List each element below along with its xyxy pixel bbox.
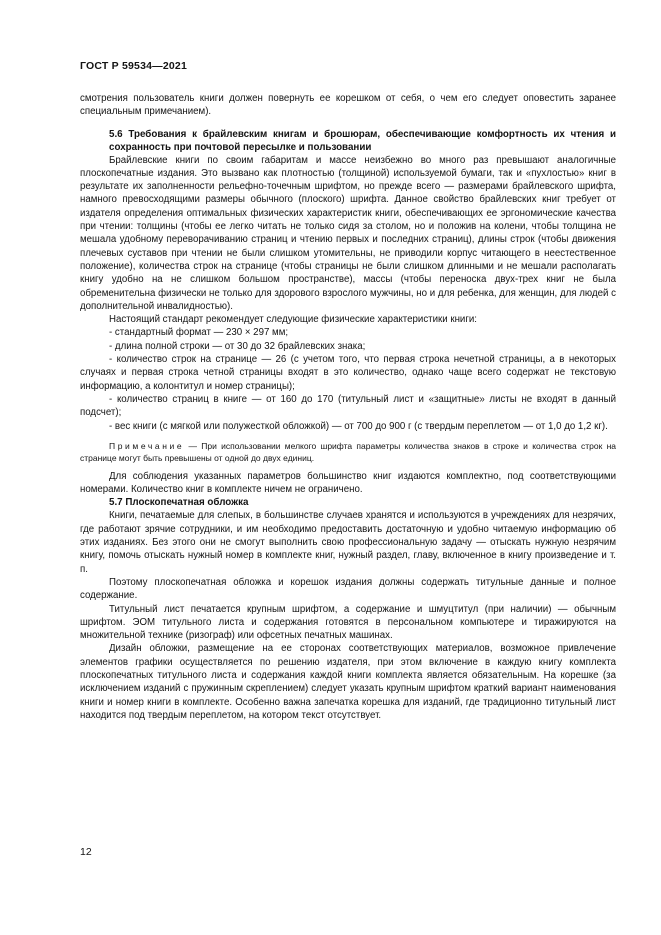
section-heading-5-7: 5.7 Плоскопечатная обложка — [109, 497, 249, 509]
page-number: 12 — [80, 846, 92, 858]
note-label: Примечание — [109, 440, 185, 451]
paragraph: Брайлевские книги по своим габаритам и массе неизбежно во много раз превышают аналогичные плоскопечатные издания. Это вызвано как плотностью (толщиной) используемой бумаги, так и «пухлостью» книг в результате их заполненности рельефно-точечным шрифтом, но прежде всего — размерами брайлевского шрифта, намного превосходящими размеры обычного (плоского) шрифта. Данное свойство брайлевских книг требует от издателя определения оптимальных физических характеристик книги, обеспечивающих ее эргономические качества при чтении: толщины (чтобы ее легко читать не только сидя за столом, но и положив на колени, чтобы толщина не мешала удобному переворачиванию страниц и чтению первых и последних страниц), длины строк (чтобы движения плечевых суставов при чтении не были слишком утомительны, не приводили корпус читающего в неестественное положение), количества строк на странице (чтобы страницы не были слишком длинными и не мешали располагать книгу удобно на не слишком большом пространстве), массы (чтобы переноска двух-трех книг не была обременительна физически не только для здорового взрослого мужчины, но и для ребенка, для женщин, для людей с дополнительной инвалидностью). — [80, 154, 616, 312]
section-heading-5-6: 5.6 Требования к брайлевским книгам и брошюрам, обеспечивающие комфортность их чтения и сохранность при почтовой пересылке и пользовании — [109, 128, 616, 153]
paragraph: Поэтому плоскопечатная обложка и корешок издания должны содержать титульные данные и полное содержание. — [80, 576, 616, 602]
paragraph: Книги, печатаемые для слепых, в большинстве случаев хранятся и используются в учреждениях для незрячих, где работают зрячие сотрудники, и им необходимо предоставить достаточную и удобно читаемую информацию об этих изданиях. Без этого они не смогут выполнить свою профессиональную задачу — отыскать нужную незрячим книгу, помочь отыскать нужный номер в комплекте книг, нужный раздел, главу, включенное в книгу произведение и т. п. — [80, 510, 616, 575]
list-item: - стандартный формат — 230 × 297 мм; — [109, 327, 289, 339]
paragraph-continuation: смотрения пользователь книги должен повернуть ее корешком от себя, о чем его следует оповестить заранее специальным примечанием). — [80, 93, 616, 118]
paragraph: Дизайн обложки, размещение на ее сторонах соответствующих материалов, возможное привлечение элементов графики осуществляется по решению издателя, при этом включение в каждую книгу комплекта плоскопечатных титульного листа и содержания каждой книги комплекта является обязательным. На корешке (за исключением изданий с пружинным скреплением) следует указать крупным шрифтом краткий вариант наименования книги и номер книги в комплекте. Особенно важна запечатка корешка для изданий, где традиционно титульный лист находится под твердым переплетом, на котором текст отсутствует. — [80, 643, 616, 721]
note — [80, 440, 616, 464]
paragraph: Настоящий стандарт рекомендует следующие физические характеристики книги: — [109, 314, 477, 326]
list-item: - количество страниц в книге — от 160 до 170 (титульный лист и «защитные» листы не входят в данный подсчет); — [80, 393, 616, 419]
running-title: ГОСТ Р 59534—2021 — [80, 60, 188, 72]
list-item: - длина полной строки — от 30 до 32 брайлевских знака; — [109, 340, 366, 352]
body-text — [80, 92, 616, 722]
paragraph: Для соблюдения указанных параметров большинство книг издаются комплектно, под соответствующими номерами. Количество книг в комплекте ничем не ограничено. — [80, 470, 616, 496]
note-text: — При использовании мелкого шрифта параметры количества знаков в строке и количества строк на странице могут быть превышены от одной до двух единиц. — [80, 440, 616, 463]
list-item: - вес книги (с мягкой или полужесткой обложкой) — от 700 до 900 г (с твердым переплетом — от 1,0 до 1,2 кг). — [109, 420, 608, 432]
list-item: - количество строк на странице — 26 (с учетом того, что первая строка нечетной страницы, а в некоторых случаях и первая строка четной страницы входят в это количество, однако чаще всего содержат не текстовую информацию, а колонтитул и номер страницы); — [80, 354, 616, 392]
paragraph: Титульный лист печатается крупным шрифтом, а содержание и шмуцтитул (при наличии) — обычным шрифтом. ЭОМ титульного листа и содержания готовятся в персональном компьютере и тиражируются на множительной технике (ризограф) или офсетных печатных машинах. — [80, 603, 616, 642]
